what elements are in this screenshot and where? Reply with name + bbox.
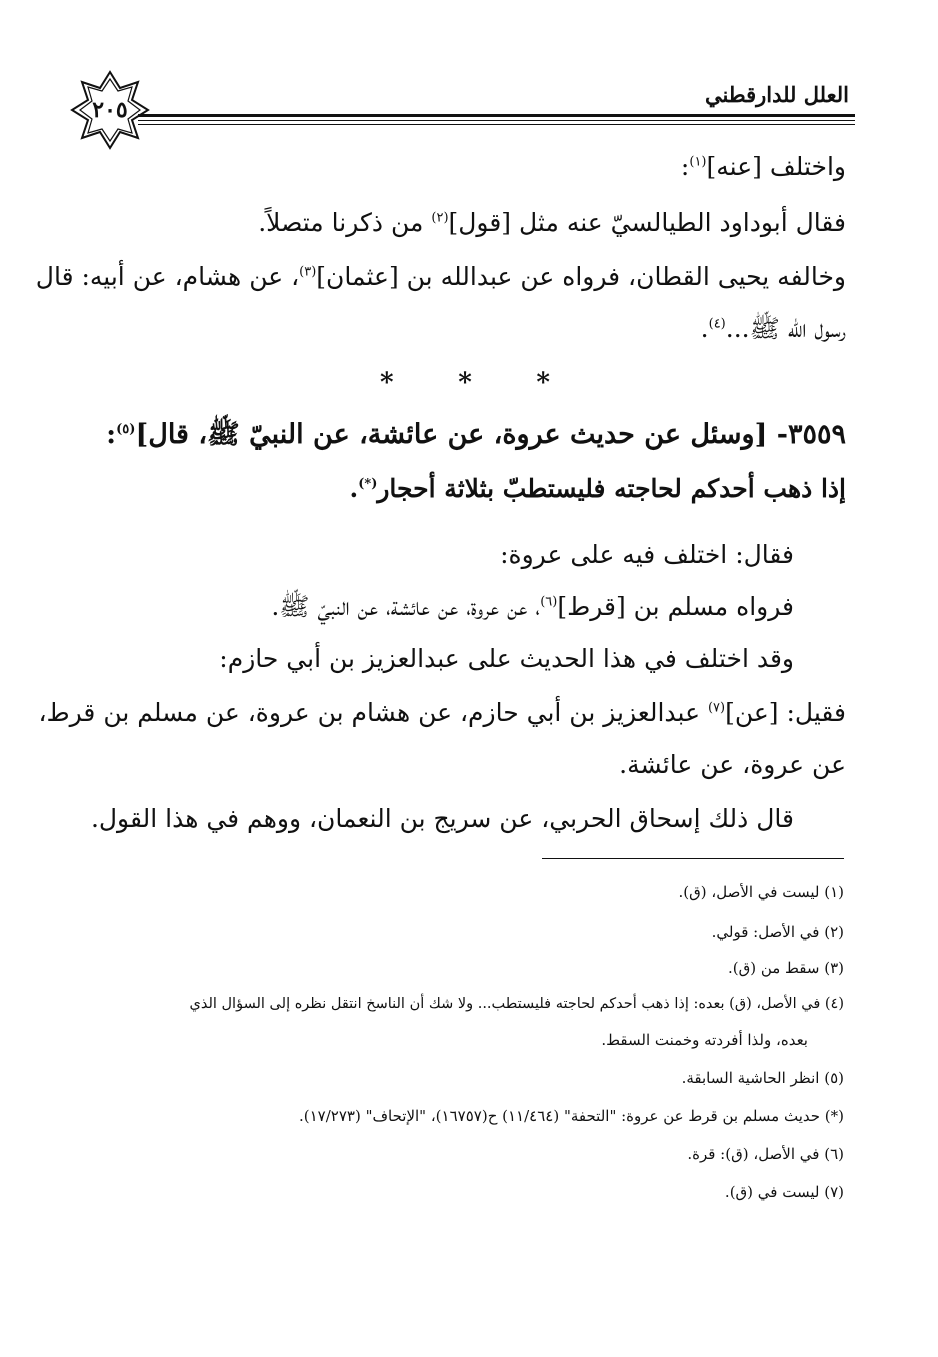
text-line: فقال: اختلف فيه على عروة: [500,540,794,569]
footnote: (٧) ليست في (ق). [724,1183,844,1201]
footnote-marker: (*) [358,476,378,492]
header-rule-thin [138,120,855,121]
star: * [536,368,550,398]
text-line: عن عروة، عن عائشة. [619,750,846,779]
footnote: (٦) في الأصل، (ق): قرة. [687,1145,844,1163]
footnote: (٥) انظر الحاشية السابقة. [681,1069,844,1087]
text-line: رسول الله ﷺ...$^{(٤)}$. [700,314,846,343]
footnote-marker: (٤) [708,316,726,332]
hadith-text: إذا ذهب أحدكم لحاجته فليستطبّ بثلاثة أحجار(*). [349,474,846,503]
text-line: فرواه مسلم بن [قرط]$^{(٦)}$، عن عروة، عن عائشة، عن النبيّ ﷺ. [271,592,794,621]
footnote-marker: (٢) [431,210,449,226]
question-heading: ٣٥٥٩- [وسئل عن حديث عروة، عن عائشة، عن النبيّ ﷺ، قال]$^{(٥)}$: [106,419,846,450]
text-line: وخالفه يحيى القطان، فرواه عن عبدالله بن [عثمان]$^{(٣)}$، عن هشام، عن أبيه: قال [35,262,846,291]
text-line: فقيل: [عن]$^{(٧)}$ عبدالعزيز بن أبي حازم، عن هشام بن عروة، عن مسلم بن قرط، [38,698,846,727]
star: * [380,368,394,398]
footnote: (٢) في الأصل: قولي. [711,923,844,941]
header-rule-thick [138,114,855,117]
footnote: (٣) سقط من (ق). [727,959,844,977]
footnote-marker: (٣) [299,264,317,280]
text-line: فقال أبوداود الطيالسيّ عنه مثل [قول]$^{(٢)}$ من ذكرنا متصلاً. [258,208,846,237]
text-line: واختلف [عنه]$^{(١)}$: [680,152,846,181]
footnote: (١) ليست في الأصل، (ق). [678,883,844,901]
star: * [458,368,472,398]
footnote: (*) حديث مسلم بن قرط عن عروة: "التحفة" (١١/٤٦٤) ح(١٦٧٥٧)، "الإتحاف" (١٧/٢٧٣). [298,1107,844,1125]
footnote-marker: (١) [689,154,707,170]
footnote: بعده، ولذا أفردته وخمنت السقط. [601,1031,808,1049]
text-line: قال ذلك إسحاق الحربي، عن سريج بن النعمان، ووهم في هذا القول. [90,804,794,833]
text-line: وقد اختلف في هذا الحديث على عبدالعزيز بن أبي حازم: [219,644,794,673]
page-header [70,70,855,150]
footnote-marker: (٥) [116,422,136,437]
footnote-separator [542,858,844,859]
section-divider-stars [380,368,550,398]
footnote: (٤) في الأصل، (ق) بعده: إذا ذهب أحدكم لحاجته فليستطب... ولا شك أن الناسخ انتقل نظره إلى السؤال الذي [189,996,844,1012]
page-number: ٢٠٥ [92,97,128,123]
header-rule-thin [138,124,855,125]
footnote-marker: (٧) [707,700,726,716]
footnote-marker: (٦) [540,594,558,610]
running-title: العلل للدارقطني [705,82,849,107]
